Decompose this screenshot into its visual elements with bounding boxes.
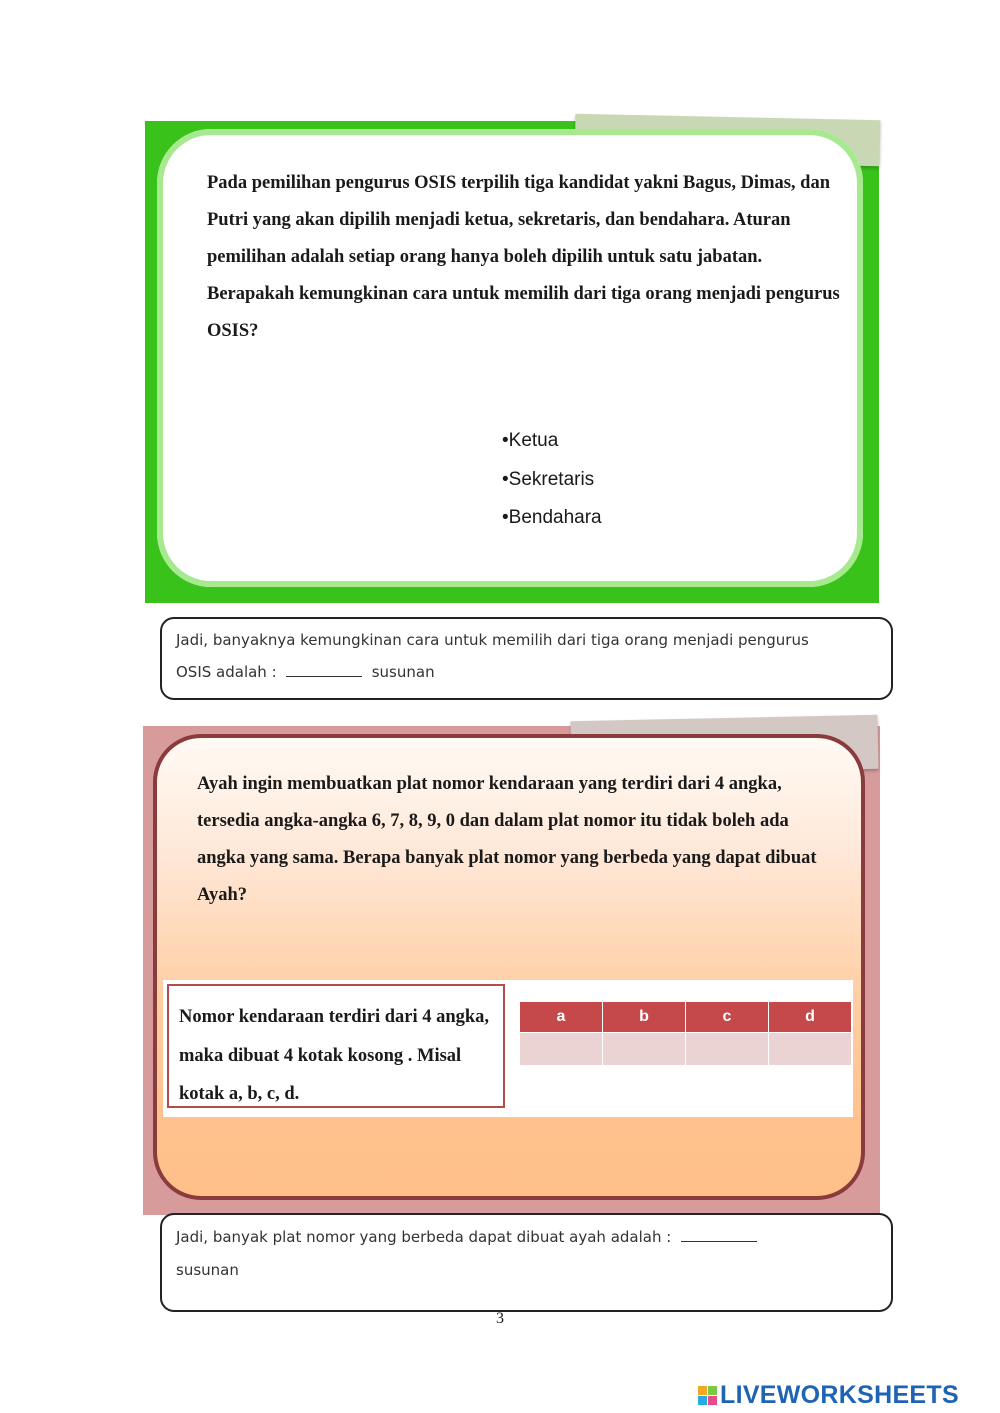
- answer-2-prefix: Jadi, banyak plat nomor yang berbeda dapat dibuat ayah adalah :: [176, 1228, 672, 1246]
- answer-2-line1: [176, 1221, 881, 1253]
- logo-text: LIVEWORKSHEETS: [720, 1381, 959, 1409]
- hint-panel: [163, 980, 853, 1117]
- role-item: • Bendahara: [502, 499, 602, 538]
- question-card-1: [145, 121, 879, 603]
- answer-1-input[interactable]: [286, 662, 362, 677]
- table-header: b: [603, 1002, 686, 1033]
- answer-2-input[interactable]: [681, 1227, 757, 1242]
- question-1-text: Pada pemilihan pengurus OSIS terpilih tiga kandidat yakni Bagus, Dimas, dan Putri yang akan dipilih menjadi ketua, sekretaris, dan bendahara. Aturan pemilihan adalah setiap orang hanya boleh dipilih untuk satu jabatan. Berapakah kemungkinan cara untuk memilih dari tiga orang menjadi pengurus OSIS?: [207, 173, 840, 341]
- table-cell: [769, 1033, 852, 1066]
- question-card-1-body: [157, 129, 863, 587]
- page-number: 3: [496, 1310, 504, 1327]
- answer-2-suffix: susunan: [176, 1261, 239, 1279]
- digit-box-table: [519, 1001, 852, 1066]
- answer-box-2: [160, 1213, 893, 1312]
- table-header: a: [520, 1002, 603, 1033]
- table-cell: [520, 1033, 603, 1066]
- hint-note: [167, 984, 505, 1108]
- question-card-2-body: [153, 734, 865, 1200]
- answer-1-prefix: OSIS adalah :: [176, 663, 277, 681]
- role-item: • Ketua: [502, 422, 602, 461]
- logo-icon: [698, 1386, 717, 1405]
- answer-box-1: [160, 617, 893, 700]
- answer-1-line2: [176, 656, 881, 688]
- role-item: • Sekretaris: [502, 461, 602, 500]
- liveworksheets-logo: [698, 1381, 959, 1410]
- question-2-text: Ayah ingin membuatkan plat nomor kendaraan yang terdiri dari 4 angka, tersedia angka-angka 6, 7, 8, 9, 0 dan dalam plat nomor itu tidak boleh ada angka yang sama. Berapa banyak plat nomor yang berbeda yang dapat dibuat Ayah?: [197, 774, 817, 905]
- answer-1-suffix: susunan: [371, 663, 435, 681]
- answer-1-line1: Jadi, banyaknya kemungkinan cara untuk memilih dari tiga orang menjadi pengurus: [176, 631, 809, 649]
- table-header: d: [769, 1002, 852, 1033]
- hint-note-text: Nomor kendaraan terdiri dari 4 angka, maka dibuat 4 kotak kosong . Misal kotak a, b, c, d.: [179, 1007, 490, 1104]
- table-header: c: [686, 1002, 769, 1033]
- question-card-2: [143, 726, 880, 1215]
- table-cell: [603, 1033, 686, 1066]
- role-list: [502, 422, 602, 538]
- table-cell: [686, 1033, 769, 1066]
